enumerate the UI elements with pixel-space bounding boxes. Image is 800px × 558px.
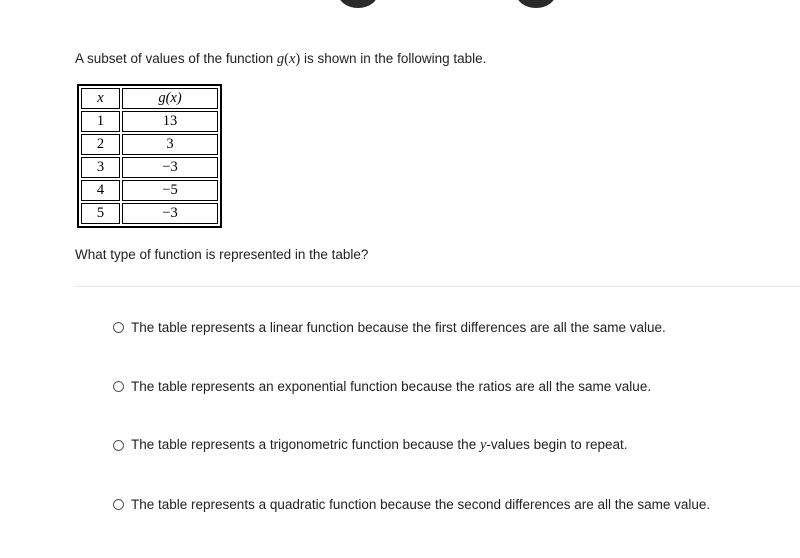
- table-row: [81, 203, 218, 224]
- option-label-before: The table represents a trigonometric function because the: [131, 437, 480, 452]
- top-nav-button-right[interactable]: [516, 0, 556, 8]
- answer-option-trigonometric[interactable]: [113, 437, 627, 454]
- prompt-text-after: is shown in the following table.: [300, 51, 487, 66]
- radio-button[interactable]: [113, 440, 124, 451]
- option-label: The table represents an exponential function because the ratios are all the same value.: [131, 379, 652, 394]
- radio-button[interactable]: [113, 381, 124, 392]
- question-prompt: [75, 51, 486, 68]
- cell-x: 2: [81, 134, 120, 155]
- function-notation: [277, 51, 300, 67]
- option-label: [131, 437, 627, 454]
- function-variable: x: [288, 51, 296, 67]
- cell-gx: 3: [122, 134, 218, 155]
- cell-gx: −5: [122, 180, 218, 201]
- option-label-after: -values begin to repeat.: [486, 437, 628, 452]
- table-row: [81, 134, 218, 155]
- answer-option-quadratic[interactable]: [113, 497, 710, 512]
- cell-x: 1: [81, 111, 120, 132]
- divider: [75, 286, 800, 287]
- table-row: [81, 157, 218, 178]
- header-x: x: [81, 88, 120, 109]
- option-label: The table represents a linear function because the first differences are all the same value.: [131, 320, 666, 335]
- values-table: [77, 84, 222, 228]
- option-label: The table represents a quadratic function because the second differences are all the same value.: [131, 497, 711, 512]
- prompt-text-before: A subset of values of the function: [75, 51, 277, 66]
- answer-option-exponential[interactable]: [113, 379, 651, 394]
- function-name: g: [276, 51, 285, 67]
- table-header-row: [81, 88, 218, 109]
- cell-x: 3: [81, 157, 120, 178]
- answer-option-linear[interactable]: [113, 320, 666, 335]
- table-row: [81, 111, 218, 132]
- radio-button[interactable]: [113, 499, 124, 510]
- radio-button[interactable]: [113, 322, 124, 333]
- function-paren-open: (: [284, 51, 289, 67]
- cell-gx: −3: [122, 157, 218, 178]
- cell-gx: 13: [122, 111, 218, 132]
- table-row: [81, 180, 218, 201]
- cell-x: 4: [81, 180, 120, 201]
- cell-x: 5: [81, 203, 120, 224]
- header-gx: g(x): [122, 88, 218, 109]
- function-paren-close: ): [295, 51, 301, 67]
- option-label-math: y: [479, 437, 487, 453]
- cell-gx: −3: [122, 203, 218, 224]
- question-text: What type of function is represented in the table?: [75, 247, 369, 262]
- top-nav-button-left[interactable]: [338, 0, 378, 8]
